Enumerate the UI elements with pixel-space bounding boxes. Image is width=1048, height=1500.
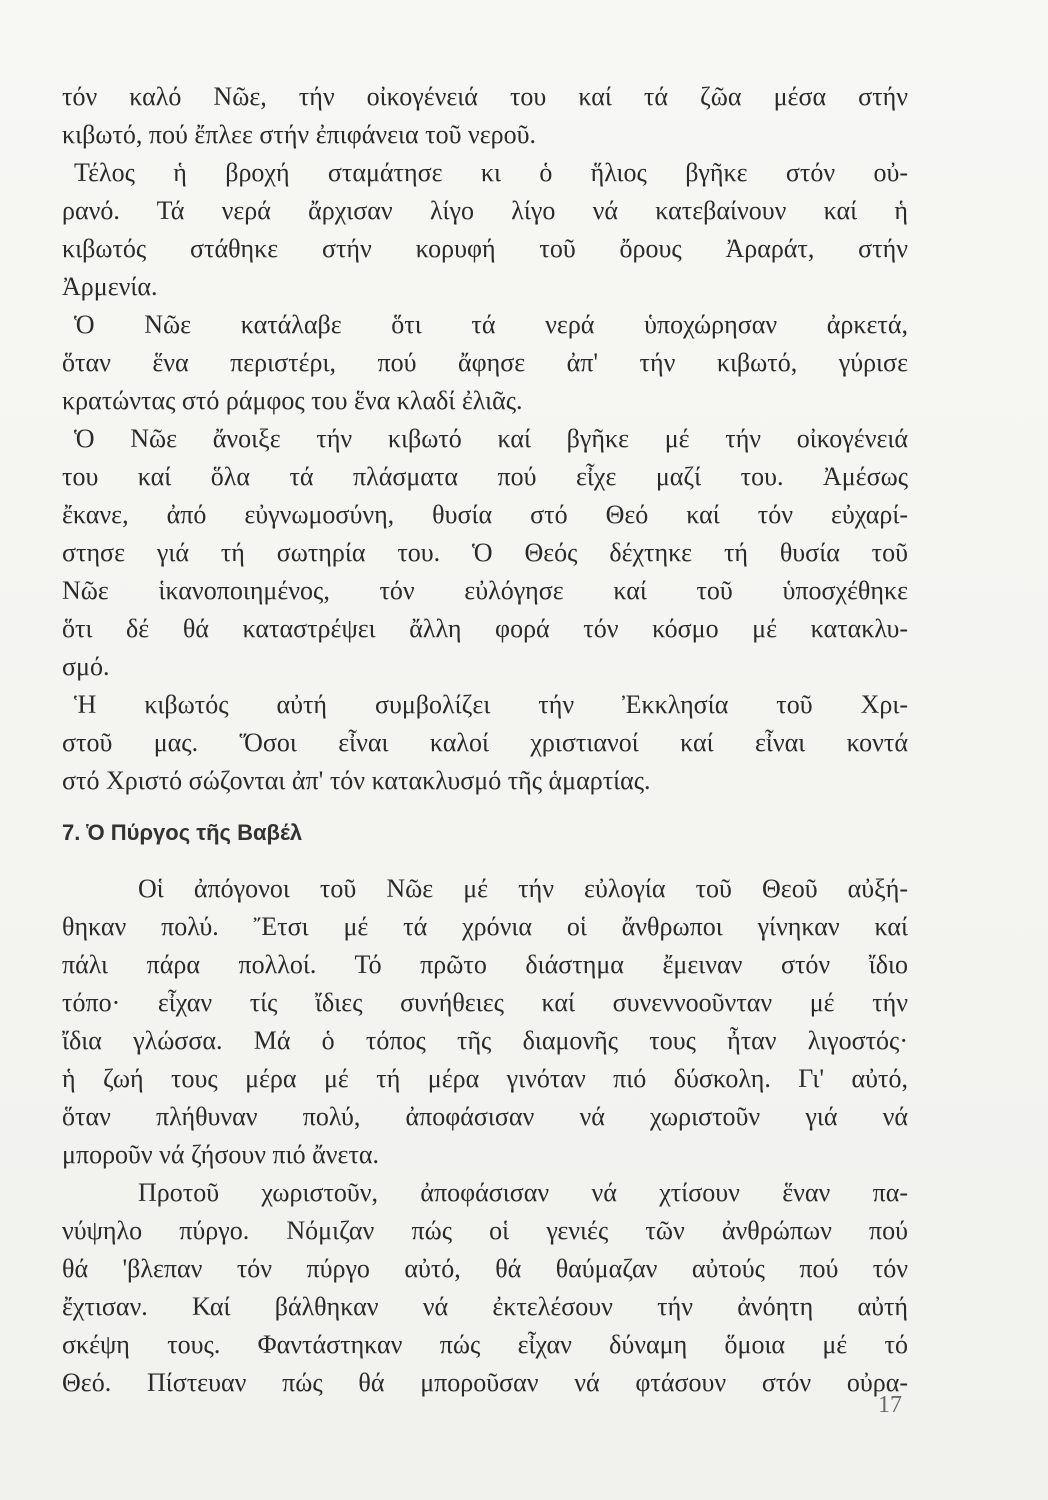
text-line: ὅταν ἕνα περιστέρι, πού ἄφησε ἀπ' τήν κιβωτό, γύρισε — [62, 348, 908, 377]
text-line: θά 'βλεπαν τόν πύργο αὐτό, θά θαύμαζαν αὐτούς πού τόν — [62, 1254, 908, 1283]
text-line: σμό. — [62, 652, 110, 681]
text-line: κιβωτό, πού ἔπλεε στήν ἐπιφάνεια τοῦ νεροῦ. — [62, 120, 536, 149]
text-line: τόπο· εἶχαν τίς ἴδιες συνήθειες καί συνεννοοῦνταν μέ τήν — [62, 988, 908, 1017]
text-line: Ἡ κιβωτός αὐτή συμβολίζει τήν Ἐκκλησία τοῦ Χρι- — [74, 690, 908, 719]
text-line: ὅτι δέ θά καταστρέψει ἄλλη φορά τόν κόσμο μέ κατακλυ- — [62, 614, 908, 643]
text-line: σκέψη τους. Φαντάστηκαν πώς εἶχαν δύναμη ὅμοια μέ τό — [62, 1330, 908, 1359]
text-line: ἔχτισαν. Καί βάλθηκαν νά ἐκτελέσουν τήν ἀνόητη αὐτή — [62, 1292, 908, 1321]
text-line: ὅταν πλήθυναν πολύ, ἀποφάσισαν νά χωριστοῦν γιά νά — [62, 1102, 908, 1131]
section-heading: 7. Ὁ Πύργος τῆς Βαβέλ — [62, 820, 303, 845]
text-line: τόν καλό Νῶε, τήν οἰκογένειά του καί τά ζῶα μέσα στήν — [62, 82, 908, 111]
text-line: θηκαν πολύ. Ἔτσι μέ τά χρόνια οἱ ἄνθρωποι γίνηκαν καί — [62, 912, 908, 941]
text-line: νύψηλο πύργο. Νόμιζαν πώς οἱ γενιές τῶν ἀνθρώπων πού — [62, 1216, 908, 1245]
text-line: Ὁ Νῶε κατάλαβε ὅτι τά νερά ὑποχώρησαν ἀρκετά, — [74, 310, 908, 339]
text-line: στό Χριστό σώζονται ἀπ' τόν κατακλυσμό τῆς ἁμαρτίας. — [62, 766, 651, 795]
text-line: στοῦ μας. Ὅσοι εἶναι καλοί χριστιανοί καί εἶναι κοντά — [62, 728, 908, 757]
body-text-bottom — [62, 870, 908, 1402]
text-line: κιβωτός στάθηκε στήν κορυφή τοῦ ὄρους Ἀραράτ, στήν — [62, 234, 908, 263]
text-line: Νῶε ἱκανοποιημένος, τόν εὐλόγησε καί τοῦ ὑποσχέθηκε — [62, 576, 908, 605]
text-line: Ἀρμενία. — [62, 272, 158, 301]
text-line: ρανό. Τά νερά ἄρχισαν λίγο λίγο νά κατεβαίνουν καί ἡ — [62, 196, 908, 225]
text-line: Τέλος ἡ βροχή σταμάτησε κι ὁ ἥλιος βγῆκε στόν οὐ- — [74, 158, 908, 187]
text-line: ἡ ζωή τους μέρα μέ τή μέρα γινόταν πιό δύσκολη. Γι' αὐτό, — [62, 1064, 908, 1093]
body-text-top — [62, 78, 908, 800]
text-line: Οἱ ἀπόγονοι τοῦ Νῶε μέ τήν εὐλογία τοῦ Θεοῦ αὐξή- — [138, 874, 908, 903]
text-line: ἔκανε, ἀπό εὐγνωμοσύνη, θυσία στό Θεό καί τόν εὐχαρί- — [62, 500, 908, 529]
text-line: κρατώντας στό ράμφος του ἕνα κλαδί ἐλιᾶς. — [62, 386, 523, 415]
text-line: πάλι πάρα πολλοί. Τό πρῶτο διάστημα ἔμειναν στόν ἴδιο — [62, 950, 908, 979]
text-line: στησε γιά τή σωτηρία του. Ὁ Θεός δέχτηκε τή θυσία τοῦ — [62, 538, 908, 567]
text-line: του καί ὅλα τά πλάσματα πού εἶχε μαζί του. Ἀμέσως — [62, 462, 908, 491]
text-line: ἴδια γλώσσα. Μά ὁ τόπος τῆς διαμονῆς τους ἦταν λιγοστός· — [62, 1026, 908, 1055]
text-line: μποροῦν νά ζήσουν πιό ἄνετα. — [62, 1140, 380, 1169]
text-line: Ὁ Νῶε ἄνοιξε τήν κιβωτό καί βγῆκε μέ τήν οἰκογένειά — [74, 424, 908, 453]
text-line: Προτοῦ χωριστοῦν, ἀποφάσισαν νά χτίσουν ἕναν πα- — [138, 1178, 908, 1207]
page-number: 17 — [878, 1392, 902, 1418]
text-line: Θεό. Πίστευαν πώς θά μποροῦσαν νά φτάσουν στόν οὐρα- — [62, 1368, 908, 1397]
